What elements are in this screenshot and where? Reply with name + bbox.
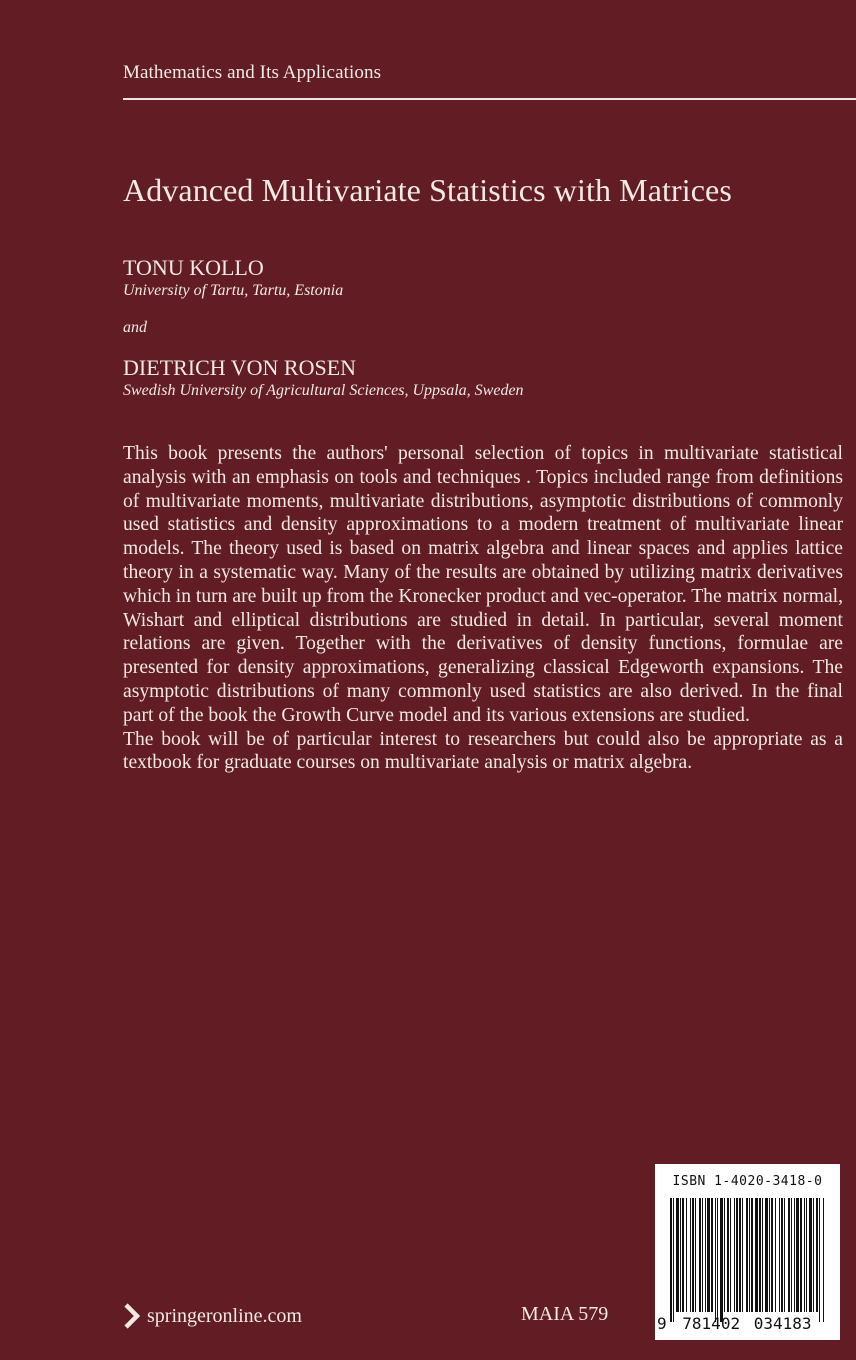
barcode-bar: [751, 1198, 753, 1312]
author-connector: and: [123, 319, 147, 336]
barcode-bar: [779, 1198, 780, 1312]
barcode-bar: [784, 1198, 785, 1312]
barcode-bar: [720, 1198, 723, 1322]
chevron-right-icon: [123, 1303, 141, 1329]
barcode-bar: [739, 1198, 741, 1312]
barcode-bar: [734, 1198, 735, 1312]
barcode-bar: [823, 1198, 824, 1322]
isbn-barcode: [655, 1164, 840, 1340]
series-title: Mathematics and Its Applications: [123, 62, 382, 83]
author-affiliation-2: Swedish University of Agricultural Sciences, Uppsala, Sweden: [123, 382, 524, 399]
barcode-bar: [692, 1198, 694, 1312]
barcode-bar: [717, 1198, 718, 1322]
barcode-bar: [670, 1198, 672, 1322]
barcode-bar: [711, 1198, 713, 1312]
ean-left-group: 781402: [682, 1314, 741, 1333]
barcode-bar: [686, 1198, 687, 1312]
barcode-bar: [727, 1198, 729, 1312]
author-name-1: TONU KOLLO: [123, 255, 264, 280]
barcode-bar: [749, 1198, 750, 1312]
barcode-bar: [736, 1198, 738, 1312]
series-code: MAIA 579: [521, 1303, 609, 1325]
barcode-bar: [781, 1198, 783, 1312]
barcode-bar: [762, 1198, 763, 1312]
barcode-bar: [676, 1198, 679, 1312]
ean-first-digit: 9: [657, 1314, 667, 1333]
book-description: [123, 442, 843, 775]
barcode-bar: [699, 1198, 701, 1312]
barcode-bar: [769, 1198, 770, 1312]
book-title: Advanced Multivariate Statistics with Matrices: [123, 172, 732, 208]
barcode-bar: [806, 1198, 807, 1312]
author-affiliation-1: University of Tartu, Tartu, Estonia: [123, 282, 344, 299]
barcode-bar: [816, 1198, 818, 1312]
barcode-bar: [702, 1198, 703, 1312]
barcode-bar: [746, 1198, 748, 1312]
ean-digits: [657, 1314, 840, 1333]
barcode-bar: [804, 1198, 805, 1312]
barcode-bar: [707, 1198, 710, 1312]
barcode-bar: [813, 1198, 814, 1312]
barcode-bar: [794, 1198, 795, 1312]
website-label: springeronline.com: [147, 1304, 302, 1327]
author-name-2: DIETRICH VON ROSEN: [123, 355, 357, 380]
barcode-bar: [673, 1198, 674, 1322]
barcode-bar: [730, 1198, 731, 1312]
ean-right-group: 034183: [753, 1314, 812, 1333]
barcode-bar: [771, 1198, 773, 1312]
barcode-bar: [680, 1198, 681, 1312]
header-rule: [123, 98, 856, 100]
description-paragraph-1: This book presents the authors' personal selection of topics in multivariate statistical analysis with an emphasis on tools and techniques . Topics included range from definitions of multivariate moments, multivariate distributions, asymptotic distributions of commonly used statistics and density approximations to a modern treatment of multivariate linear models. The theory used is based on matrix algebra and linear spaces and applies lattice theory in a systematic way. Many of the results are obtained by utilizing matrix derivatives which in turn are built up from the Kronecker product and vec-operator. The matrix normal, Wishart and elliptical distributions are studied in detail. In particular, several moment relations are given. Together with the derivatives of density functions, formulae are presented for density approximations, generalizing classical Edgeworth expansions. The asymptotic distributions of many commonly used statistics are also derived. In the final part of the book the Growth Curve model and its various extensions are studied.: [123, 443, 844, 726]
barcode-bar: [800, 1198, 802, 1312]
barcode-bar: [742, 1198, 743, 1312]
barcode-bar: [809, 1198, 812, 1312]
barcode-bar: [715, 1198, 716, 1322]
description-paragraph-2: The book will be of particular interest to researchers but could also be appropriate as a textbook for graduate courses on multivariate analysis or matrix algebra.: [123, 728, 843, 774]
barcode-bar: [755, 1198, 758, 1312]
barcode-bar: [788, 1198, 790, 1312]
barcode-bars: [670, 1198, 825, 1322]
publisher-website: [123, 1303, 302, 1329]
barcode-bar: [690, 1198, 691, 1312]
barcode-bar: [705, 1198, 706, 1312]
barcode-bar: [819, 1198, 820, 1322]
barcode-bar: [759, 1198, 761, 1312]
barcode-bar: [796, 1198, 799, 1312]
isbn-label: ISBN 1-4020-3418-0: [672, 1174, 823, 1189]
barcode-bar: [724, 1198, 725, 1312]
barcode-bar: [695, 1198, 696, 1312]
barcode-bar: [791, 1198, 792, 1312]
barcode-bar: [765, 1198, 768, 1312]
barcode-bar: [682, 1198, 684, 1312]
barcode-bar: [775, 1198, 776, 1312]
